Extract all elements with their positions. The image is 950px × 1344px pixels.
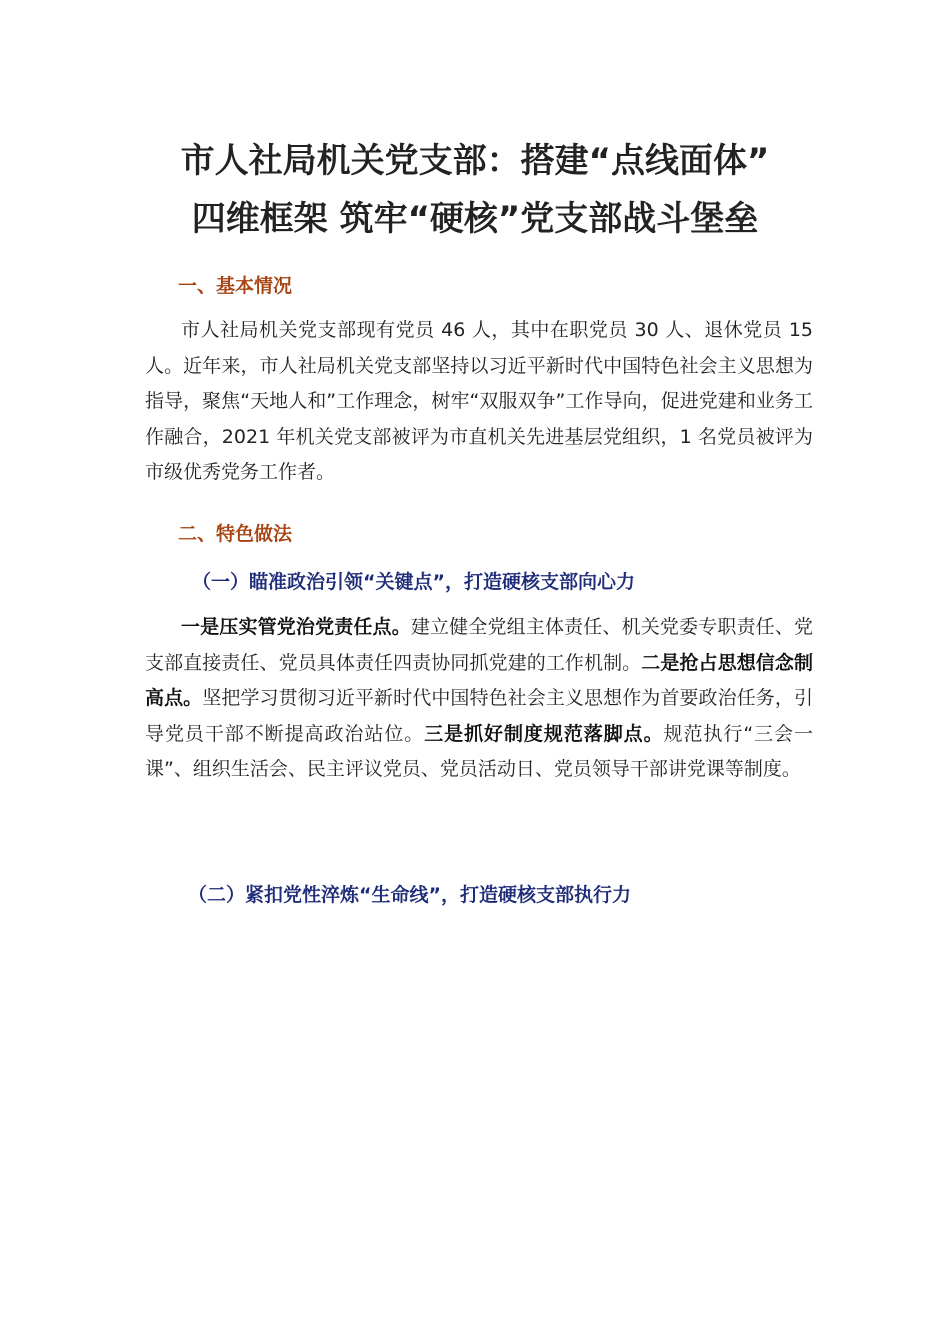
section-heading-basic-situation: 一、基本情况 [178,275,293,297]
point-2-title: 二是抢占思想信念制高点。 [145,651,813,709]
sub-heading-political-leadership: （一）瞄准政治引领“关键点”，打造硬核支部向心力 [192,571,635,593]
point-3-text: 规范执行“三会一课”、组织生活会、民主评议党员、党员活动日、党员领导干部讲党课等制度。 [145,722,813,780]
sub-heading-party-spirit: （二）紧扣党性淬炼“生命线”，打造硬核支部执行力 [188,884,631,906]
point-3-title: 三是抓好制度规范落脚点。 [424,722,664,745]
document-title [0,132,950,248]
title-line-1: 市人社局机关党支部：搭建“点线面体” [180,141,770,181]
point-1-text: 建立健全党组主体责任、机关党委专职责任、党支部直接责任、党员具体责任四责协同抓党建的工作机制。 [145,616,813,674]
title-line-2: 四维框架 筑牢“硬核”党支部战斗堡垒 [191,199,759,239]
point-1-title: 一是压实管党治党责任点。 [181,616,411,638]
basic-situation-paragraph: 市人社局机关党支部现有党员 46 人，其中在职党员 30 人、退休党员 15 人。近年来，市人社局机关党支部坚持以习近平新时代中国特色社会主义思想为指导，聚焦“天地人和”工作理念，树牢“双服双争”工作导向，促进党建和业务工作融合，2021 年机关党支部被评为市直机关先进基层党组织，1 名党员被评为市级优秀党务工作者。 [145,319,813,483]
point-2-text: 坚把学习贯彻习近平新时代中国特色社会主义思想作为首要政治任务，引导党员干部不断提高政治站位。 [145,687,813,745]
political-leadership-paragraph [145,610,813,788]
section-heading-featured-practices: 二、特色做法 [178,523,293,545]
